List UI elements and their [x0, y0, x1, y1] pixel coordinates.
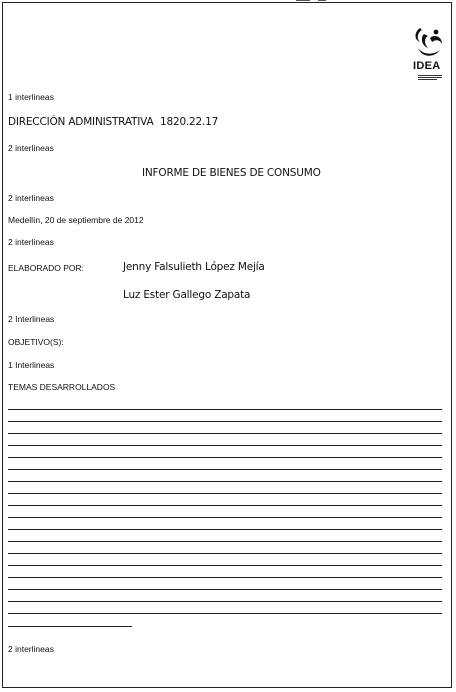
idea-logo-icon	[410, 26, 446, 82]
ruled-line	[8, 601, 442, 602]
ruled-line	[8, 553, 442, 554]
ruled-line	[8, 493, 442, 494]
topics-label: TEMAS DESARROLLADOS	[8, 382, 116, 392]
ruled-line	[8, 589, 442, 590]
logo-wordmark: IDEA	[413, 60, 441, 72]
ruled-line	[8, 529, 442, 530]
page-border	[2, 2, 452, 688]
author-name: Luz Ester Gallego Zapata	[123, 289, 251, 301]
report-title: INFORME DE BIENES DE CONSUMO	[142, 167, 321, 179]
spacing-note: 2 interlineas	[8, 193, 54, 203]
department-code: 1820.22.17	[160, 116, 219, 128]
spacing-note: 2 Interlineas	[8, 314, 55, 324]
logo-subtitle-marks	[418, 75, 442, 80]
ruled-line	[8, 481, 442, 482]
ruled-line	[8, 613, 442, 614]
ruled-line	[8, 541, 442, 542]
spacing-note: 2 interlineas	[8, 237, 54, 247]
spacing-note: 2 interlineas	[8, 644, 54, 654]
ruled-line	[8, 517, 442, 518]
ruled-line	[8, 469, 442, 470]
top-edge-mark	[296, 0, 310, 1]
elaborated-by-label: ELABORADO POR:	[8, 263, 85, 273]
ruled-line	[8, 505, 442, 506]
author-name: Jenny Falsulieth López Mejía	[123, 261, 265, 273]
department-name: DIRECCIÓN ADMINISTRATIVA	[8, 116, 154, 128]
spacing-note: 1 Interlineas	[8, 360, 55, 370]
ruled-line	[8, 626, 132, 627]
top-edge-mark	[318, 0, 326, 1]
spacing-note: 2 interlineas	[8, 143, 54, 153]
spacing-note: 1 interlineas	[8, 92, 54, 102]
ruled-line	[8, 409, 442, 410]
ruled-line	[8, 577, 442, 578]
ruled-line	[8, 421, 442, 422]
report-date: Medellín, 20 de septiembre de 2012	[8, 215, 144, 225]
ruled-line	[8, 445, 442, 446]
ruled-line	[8, 565, 442, 566]
ruled-line	[8, 457, 442, 458]
ruled-line	[8, 433, 442, 434]
objective-label: OBJETIVO(S):	[8, 337, 64, 347]
